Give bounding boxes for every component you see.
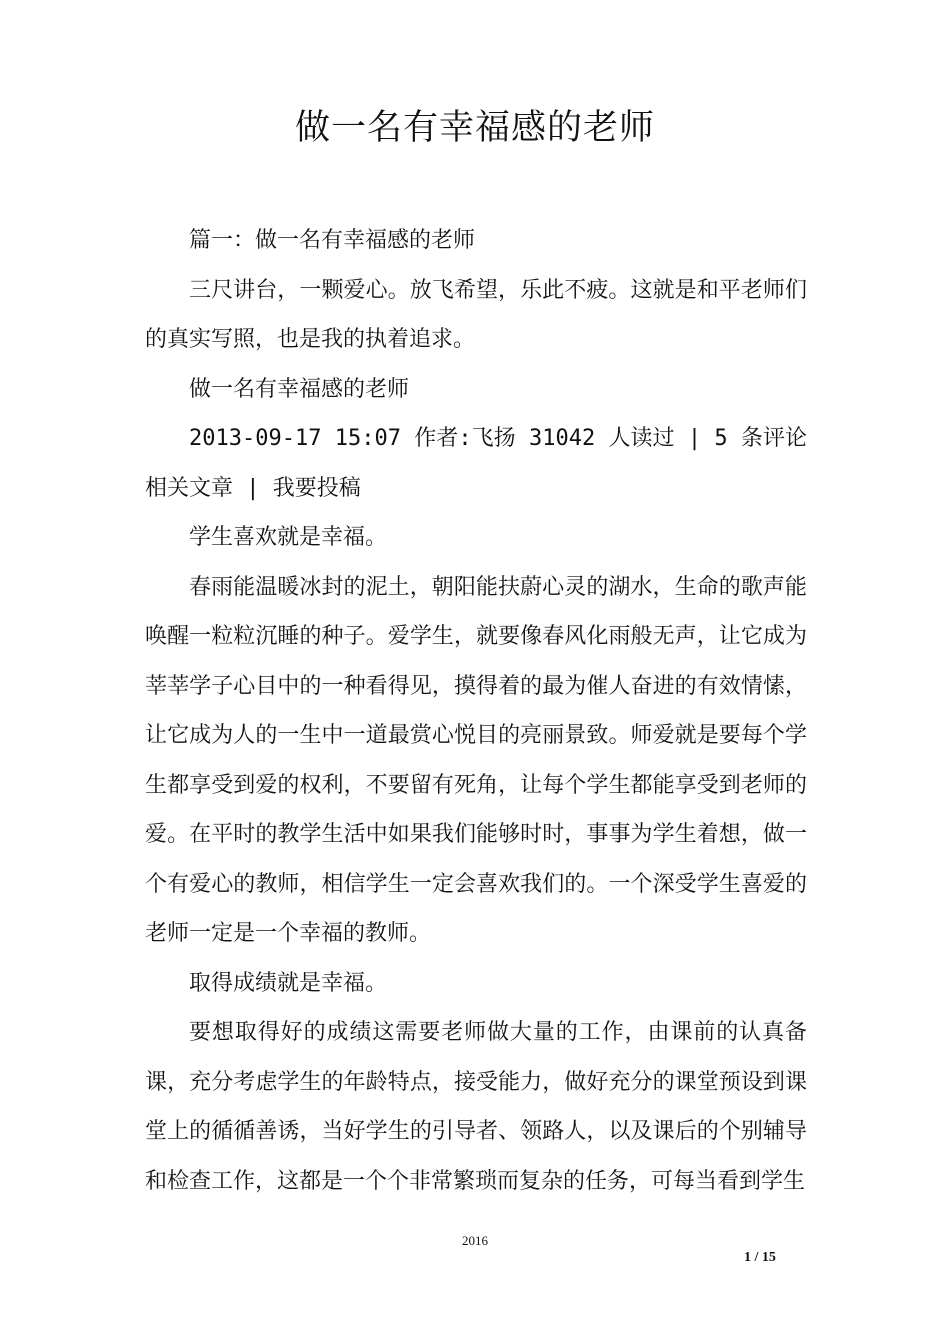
document-title: 做一名有幸福感的老师 (294, 108, 655, 148)
intro-paragraph: 三尺讲台，一颗爱心。放飞希望，乐此不疲。这就是和平老师们的真实写照，也是我的执着追求。 (145, 277, 807, 352)
page-number: 1 / 15 (744, 1250, 776, 1265)
article-meta: 2013-09-17 15:07 作者:飞扬 31042 人读过 | 5 条评论 相关文章 | 我要投稿 (145, 426, 807, 501)
body-paragraph: 春雨能温暖冰封的泥土，朝阳能扶蔚心灵的湖水，生命的歌声能唤醒一粒粒沉睡的种子。爱学生，就要像春风化雨般无声，让它成为莘莘学子心目中的一种看得见，摸得着的最为催人奋进的有效情愫，让它成为人的一生中一道最赏心悦目的亮丽景致。师爱就是要每个学生都享受到爱的权利，不要留有死角，让每个学生都能享受到老师的爱。在平时的教学生活中如果我们能够时时，事事为学生着想，做一个有爱心的教师，相信学生一定会喜欢我们的。一个深受学生喜爱的老师一定是一个幸福的教师。 (145, 574, 807, 946)
footer-year: 2016 (462, 1233, 488, 1248)
subheading-happiness-results: 取得成绩就是幸福。 (189, 970, 388, 996)
body-paragraph: 要想取得好的成绩这需要老师做大量的工作，由课前的认真备课，充分考虑学生的年龄特点，接受能力，做好充分的课堂预设到课堂上的循循善诱，当好学生的引导者、领路人，以及课后的个别辅导和检查工作，这都是一个个非常繁琐而复杂的任务，可每当看到学生 (145, 1020, 807, 1194)
subheading-happiness-liked: 学生喜欢就是幸福。 (189, 525, 388, 550)
document-body (145, 216, 807, 1206)
article-heading: 做一名有幸福感的老师 (189, 376, 410, 402)
section-heading: 篇一：做一名有幸福感的老师 (189, 228, 476, 253)
